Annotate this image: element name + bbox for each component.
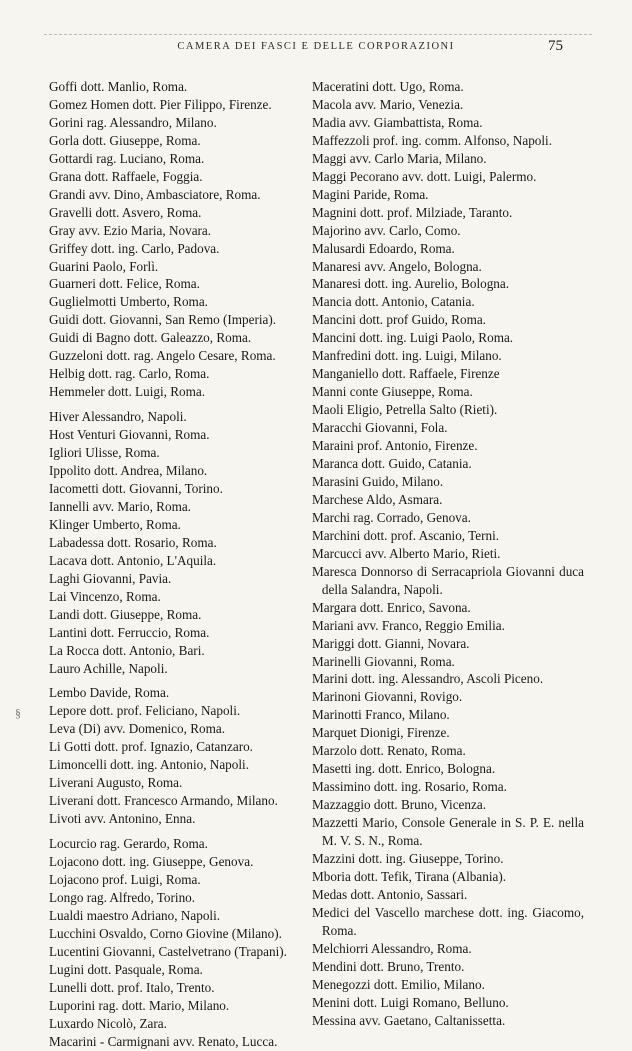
list-item: Manaresi dott. ing. Aurelio, Bologna. — [312, 276, 510, 292]
list-item: Leva (Di) avv. Domenico, Roma. — [49, 721, 226, 737]
list-item: Helbig dott. rag. Carlo, Roma. — [49, 366, 210, 382]
list-item: Gray avv. Ezio Maria, Novara. — [49, 222, 212, 238]
list-item: Landi dott. Giuseppe, Roma. — [49, 606, 202, 622]
list-item: Mazzini dott. ing. Giuseppe, Torino. — [312, 850, 504, 866]
list-item: Iacometti dott. Giovanni, Torino. — [49, 480, 223, 496]
list-item: Mancini dott. prof Guido, Roma. — [312, 312, 486, 328]
list-item: Laghi Giovanni, Pavia. — [49, 570, 172, 586]
list-item: Lacava dott. Antonio, L'Aquila. — [49, 552, 217, 568]
list-item: Guzzeloni dott. rag. Angelo Cesare, Roma. — [49, 348, 276, 364]
list-item: Lualdi maestro Adriano, Napoli. — [49, 907, 221, 923]
list-item: Majorino avv. Carlo, Como. — [312, 222, 461, 238]
list-item: Mendini dott. Bruno, Trento. — [312, 958, 465, 974]
list-item: Lepore dott. prof. Feliciano, Napoli. — [49, 703, 241, 719]
list-item: Magnini dott. prof. Milziade, Taranto. — [312, 204, 513, 220]
list-item: Marchese Aldo, Asmara. — [312, 491, 443, 507]
right-column — [312, 78, 584, 1030]
list-item: Longo rag. Alfredo, Torino. — [49, 889, 196, 905]
list-item: Marini dott. ing. Alessandro, Ascoli Piceno. — [312, 671, 544, 687]
list-item: Igliori Ulisse, Roma. — [49, 445, 160, 461]
list-item: Marcucci avv. Alberto Mario, Rieti. — [312, 545, 501, 561]
list-item: Mazzaggio dott. Bruno, Vicenza. — [312, 797, 487, 813]
list-item: Lai Vincenzo, Roma. — [49, 588, 161, 604]
list-item: Guglielmotti Umberto, Roma. — [49, 294, 208, 310]
list-item: Mboria dott. Tefik, Tirana (Albania). — [312, 868, 507, 884]
list-item: Lembo Davide, Roma. — [49, 685, 170, 701]
running-head: CAMERA DEI FASCI E DELLE CORPORAZIONI — [177, 41, 455, 52]
list-item: Klinger Umberto, Roma. — [49, 516, 181, 532]
list-item: Guidi di Bagno dott. Galeazzo, Roma. — [49, 330, 252, 346]
list-item: La Rocca dott. Antonio, Bari. — [49, 642, 205, 658]
header-rule — [44, 34, 592, 35]
list-item: Magini Paride, Roma. — [312, 186, 429, 202]
list-item: Marquet Dionigi, Firenze. — [312, 725, 450, 741]
list-item: Livoti avv. Antonino, Enna. — [49, 811, 196, 827]
list-item: Macola avv. Mario, Venezia. — [312, 96, 464, 112]
list-item: Li Gotti dott. prof. Ignazio, Catanzaro. — [49, 739, 253, 755]
list-item: Marinelli Giovanni, Roma. — [312, 653, 455, 669]
list-item: Hiver Alessandro, Napoli. — [49, 409, 187, 425]
list-item: Gravelli dott. Asvero, Roma. — [49, 204, 202, 220]
list-item: Luporini rag. dott. Mario, Milano. — [49, 997, 230, 1013]
list-item: Medas dott. Antonio, Sassari. — [312, 886, 468, 902]
list-item: Mancini dott. ing. Luigi Paolo, Roma. — [312, 330, 514, 346]
list-item: Maggi Pecorano avv. dott. Luigi, Palermo. — [312, 168, 537, 184]
list-item: Luxardo Nicolò, Zara. — [49, 1015, 167, 1031]
list-item: Griffey dott. ing. Carlo, Padova. — [49, 240, 220, 256]
list-item: Messina avv. Gaetano, Caltanissetta. — [312, 1012, 506, 1028]
list-item: Marinotti Franco, Milano. — [312, 707, 450, 723]
list-item: Lugini dott. Pasquale, Roma. — [49, 961, 203, 977]
left-column — [49, 78, 299, 1051]
list-item: Ippolito dott. Andrea, Milano. — [49, 463, 208, 479]
list-item: Macarini - Carmignani avv. Renato, Lucca. — [49, 1033, 278, 1049]
list-item: Hemmeler dott. Luigi, Roma. — [49, 384, 206, 400]
list-item: Marasini Guido, Milano. — [312, 473, 444, 489]
list-item: Mancia dott. Antonio, Catania. — [312, 294, 475, 310]
list-item: Maresca Donnorso di Serracapriola Giovanni duca della Salandra, Napoli. — [312, 563, 584, 597]
list-item: Lauro Achille, Napoli. — [49, 660, 168, 676]
list-item: Maoli Eligio, Petrella Salto (Rieti). — [312, 402, 498, 418]
list-item: Maraini prof. Antonio, Firenze. — [312, 438, 478, 454]
list-item: Labadessa dott. Rosario, Roma. — [49, 534, 217, 550]
page-number: 75 — [548, 38, 563, 54]
list-item: Grana dott. Raffaele, Foggia. — [49, 168, 203, 184]
list-item: Mazzetti Mario, Console Generale in S. P. E. nella M. V. S. N., Roma. — [312, 815, 584, 849]
list-item: Gorini rag. Alessandro, Milano. — [49, 114, 217, 130]
list-item: Menegozzi dott. Emilio, Milano. — [312, 976, 485, 992]
list-item: Gorla dott. Giuseppe, Roma. — [49, 132, 201, 148]
list-item: Manni conte Giuseppe, Roma. — [312, 384, 473, 400]
list-item: Mariggi dott. Gianni, Novara. — [312, 635, 470, 651]
list-item: Marchini dott. prof. Ascanio, Terni. — [312, 527, 500, 543]
list-item: Marinoni Giovanni, Rovigo. — [312, 689, 463, 705]
list-item: Malusardi Edoardo, Roma. — [312, 240, 455, 256]
list-item: Maracchi Giovanni, Fola. — [312, 420, 448, 436]
list-item: Goffi dott. Manlio, Roma. — [49, 79, 188, 94]
list-item: Guarini Paolo, Forlì. — [49, 258, 159, 274]
list-item: Manganiello dott. Raffaele, Firenze — [312, 366, 500, 382]
list-item: Maffezzoli prof. ing. comm. Alfonso, Napoli. — [312, 132, 553, 148]
list-item: Maranca dott. Guido, Catania. — [312, 456, 472, 472]
list-item: Lunelli dott. prof. Italo, Trento. — [49, 979, 215, 995]
list-item: Limoncelli dott. ing. Antonio, Napoli. — [49, 757, 249, 773]
list-item: Lucentini Giovanni, Castelvetrano (Trapani). — [49, 943, 287, 959]
margin-mark: § — [15, 706, 21, 720]
list-item: Marzolo dott. Renato, Roma. — [312, 743, 466, 759]
list-item: Manaresi avv. Angelo, Bologna. — [312, 258, 482, 274]
list-item: Margara dott. Enrico, Savona. — [312, 599, 471, 615]
list-item: Maceratini dott. Ugo, Roma. — [312, 79, 464, 94]
list-item: Medici del Vascello marchese dott. ing. Giacomo, Roma. — [312, 904, 584, 938]
list-item: Liverani Augusto, Roma. — [49, 775, 183, 791]
list-item: Marchi rag. Corrado, Genova. — [312, 509, 471, 525]
list-item: Guarneri dott. Felice, Roma. — [49, 276, 200, 292]
list-item: Gottardi rag. Luciano, Roma. — [49, 150, 205, 166]
list-item: Masetti ing. dott. Enrico, Bologna. — [312, 761, 496, 777]
list-item: Lantini dott. Ferruccio, Roma. — [49, 624, 210, 640]
list-item: Gomez Homen dott. Pier Filippo, Firenze. — [49, 96, 272, 112]
list-item: Locurcio rag. Gerardo, Roma. — [49, 836, 208, 852]
list-item: Grandi avv. Dino, Ambasciatore, Roma. — [49, 186, 261, 202]
list-item: Melchiorri Alessandro, Roma. — [312, 940, 472, 956]
list-item: Massimino dott. ing. Rosario, Roma. — [312, 779, 507, 795]
list-item: Iannelli avv. Mario, Roma. — [49, 498, 191, 514]
list-item: Mariani avv. Franco, Reggio Emilia. — [312, 617, 505, 633]
list-item: Guidi dott. Giovanni, San Remo (Imperia). — [49, 312, 277, 328]
list-item: Maggi avv. Carlo Maria, Milano. — [312, 150, 487, 166]
list-item: Host Venturi Giovanni, Roma. — [49, 427, 210, 443]
list-item: Lojacono dott. ing. Giuseppe, Genova. — [49, 854, 254, 870]
list-item: Lojacono prof. Luigi, Roma. — [49, 871, 201, 887]
list-item: Lucchini Osvaldo, Corno Giovine (Milano). — [49, 925, 282, 941]
list-item: Menini dott. Luigi Romano, Belluno. — [312, 994, 509, 1010]
list-item: Madia avv. Giambattista, Roma. — [312, 114, 483, 130]
list-item: Liverani dott. Francesco Armando, Milano. — [49, 793, 278, 809]
list-item: Manfredini dott. ing. Luigi, Milano. — [312, 348, 502, 364]
